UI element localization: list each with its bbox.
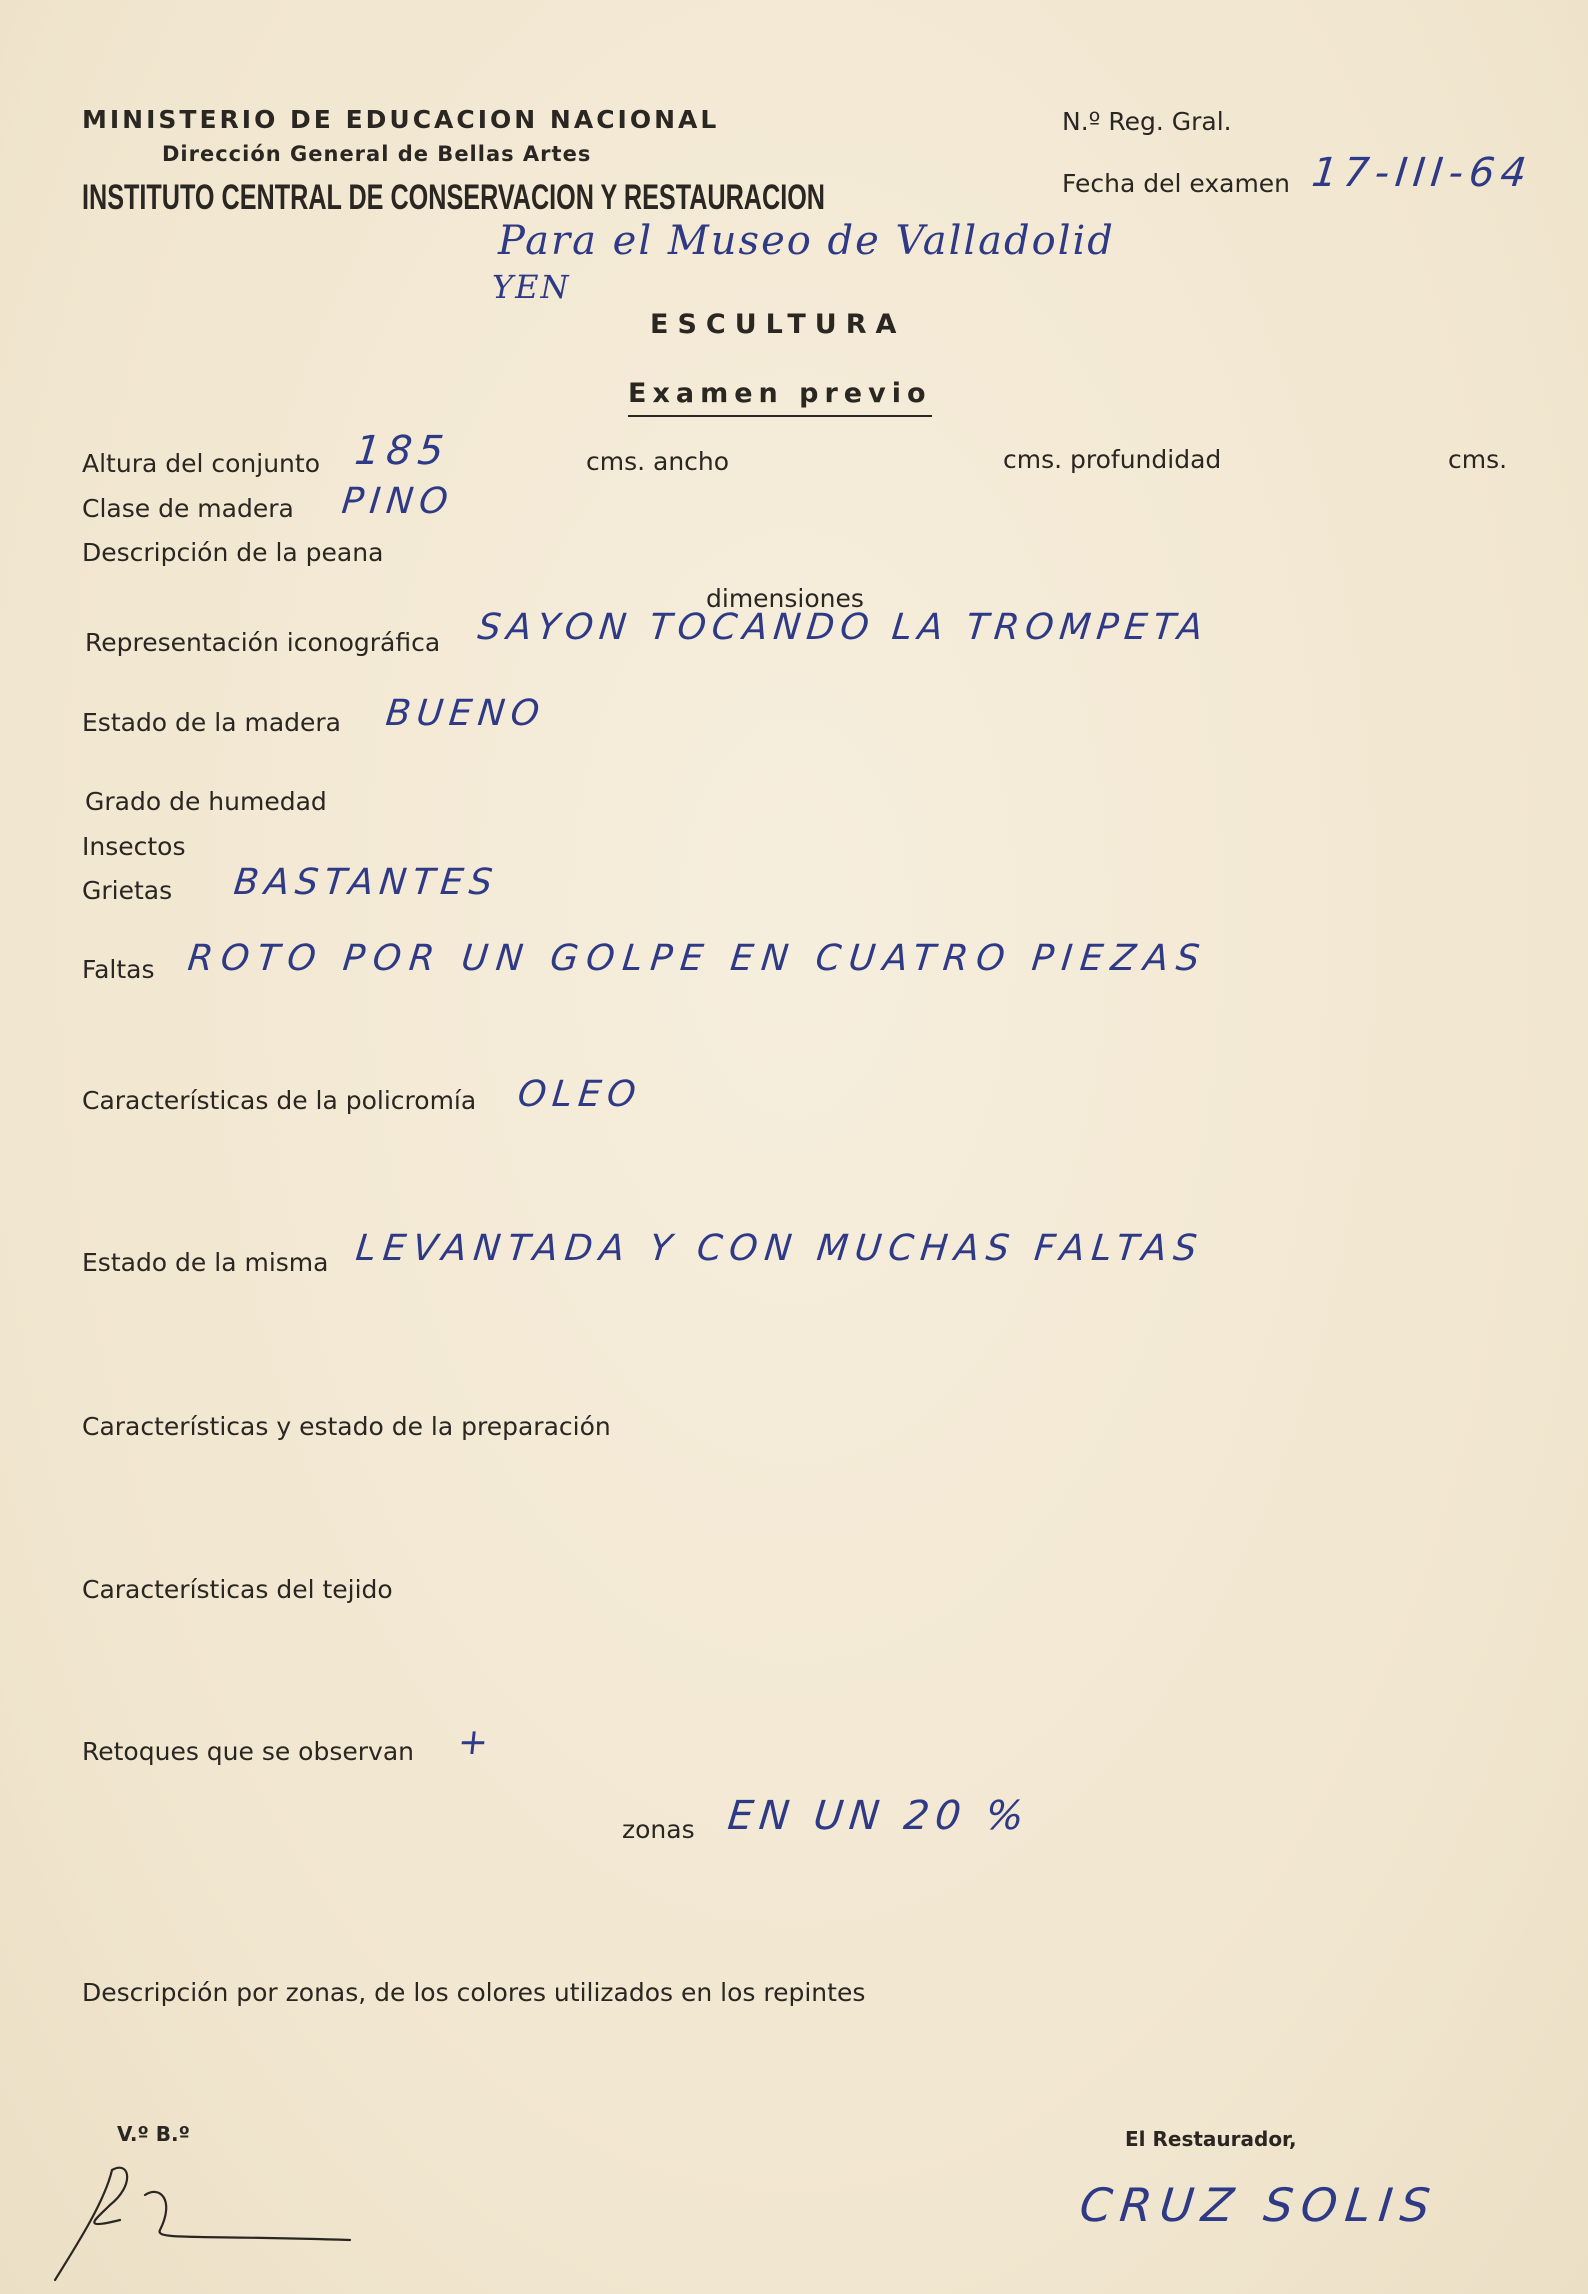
exam-date-label: Fecha del examen <box>1062 169 1291 198</box>
retoques-value: + <box>455 1722 497 1763</box>
preparacion-label: Características y estado de la preparación <box>82 1412 611 1441</box>
zonas-label: zonas <box>622 1815 695 1844</box>
faltas-value: ROTO POR UN GOLPE EN CUATRO PIEZAS <box>185 938 1210 979</box>
descripcion-label: Descripción por zonas, de los colores utilizados en los repintes <box>82 1978 866 2007</box>
institute-heading: INSTITUTO CENTRAL DE CONSERVACION Y RESTAURACION <box>82 178 826 217</box>
estado-misma-value: LEVANTADA Y CON MUCHAS FALTAS <box>353 1228 1206 1269</box>
vb-signature <box>50 2140 360 2290</box>
estado-madera-label: Estado de la madera <box>82 708 341 737</box>
restaurador-label: El Restaurador, <box>1125 2127 1297 2151</box>
tejido-label: Características del tejido <box>82 1575 393 1604</box>
vb-label: V.º B.º <box>117 2122 190 2146</box>
cms-label: cms. <box>1448 445 1508 474</box>
altura-label: Altura del conjunto <box>82 449 321 478</box>
policromia-label: Características de la policromía <box>82 1086 477 1115</box>
restaurador-signature: CRUZ SOLIS <box>1077 2178 1441 2232</box>
faltas-label: Faltas <box>82 955 155 984</box>
profundidad-label: cms. profundidad <box>1003 445 1222 474</box>
grietas-value: BASTANTES <box>231 862 501 903</box>
insectos-label: Insectos <box>82 832 186 861</box>
handwritten-note-line1: Para el Museo de Valladolid <box>498 218 1115 264</box>
peana-label: Descripción de la peana <box>82 538 384 567</box>
ancho-label: cms. ancho <box>586 447 730 476</box>
madera-value: PINO <box>339 481 456 522</box>
estado-madera-value: BUENO <box>383 693 548 734</box>
madera-label: Clase de madera <box>82 494 294 523</box>
estado-misma-label: Estado de la misma <box>82 1248 329 1277</box>
policromia-value: OLEO <box>515 1074 644 1115</box>
subsection-title: Examen previo <box>628 378 932 417</box>
section-title: ESCULTURA <box>650 309 906 340</box>
altura-value: 185 <box>352 428 452 474</box>
retoques-label: Retoques que se observan <box>82 1737 414 1766</box>
representacion-value: SAYON TOCANDO LA TROMPETA <box>475 607 1211 648</box>
ministry-heading: MINISTERIO DE EDUCACION NACIONAL <box>82 105 720 134</box>
zonas-value: EN UN 20 % <box>725 1793 1032 1839</box>
exam-date-value: 17-III-64 <box>1309 150 1535 196</box>
dimensiones-label: dimensiones <box>706 584 864 613</box>
representacion-label: Representación iconográfica <box>85 628 441 657</box>
handwritten-note-line2: YEN <box>492 268 571 306</box>
humedad-label: Grado de humedad <box>85 787 327 816</box>
registry-label: N.º Reg. Gral. <box>1062 107 1232 136</box>
direction-heading: Dirección General de Bellas Artes <box>162 142 592 166</box>
grietas-label: Grietas <box>82 876 173 905</box>
